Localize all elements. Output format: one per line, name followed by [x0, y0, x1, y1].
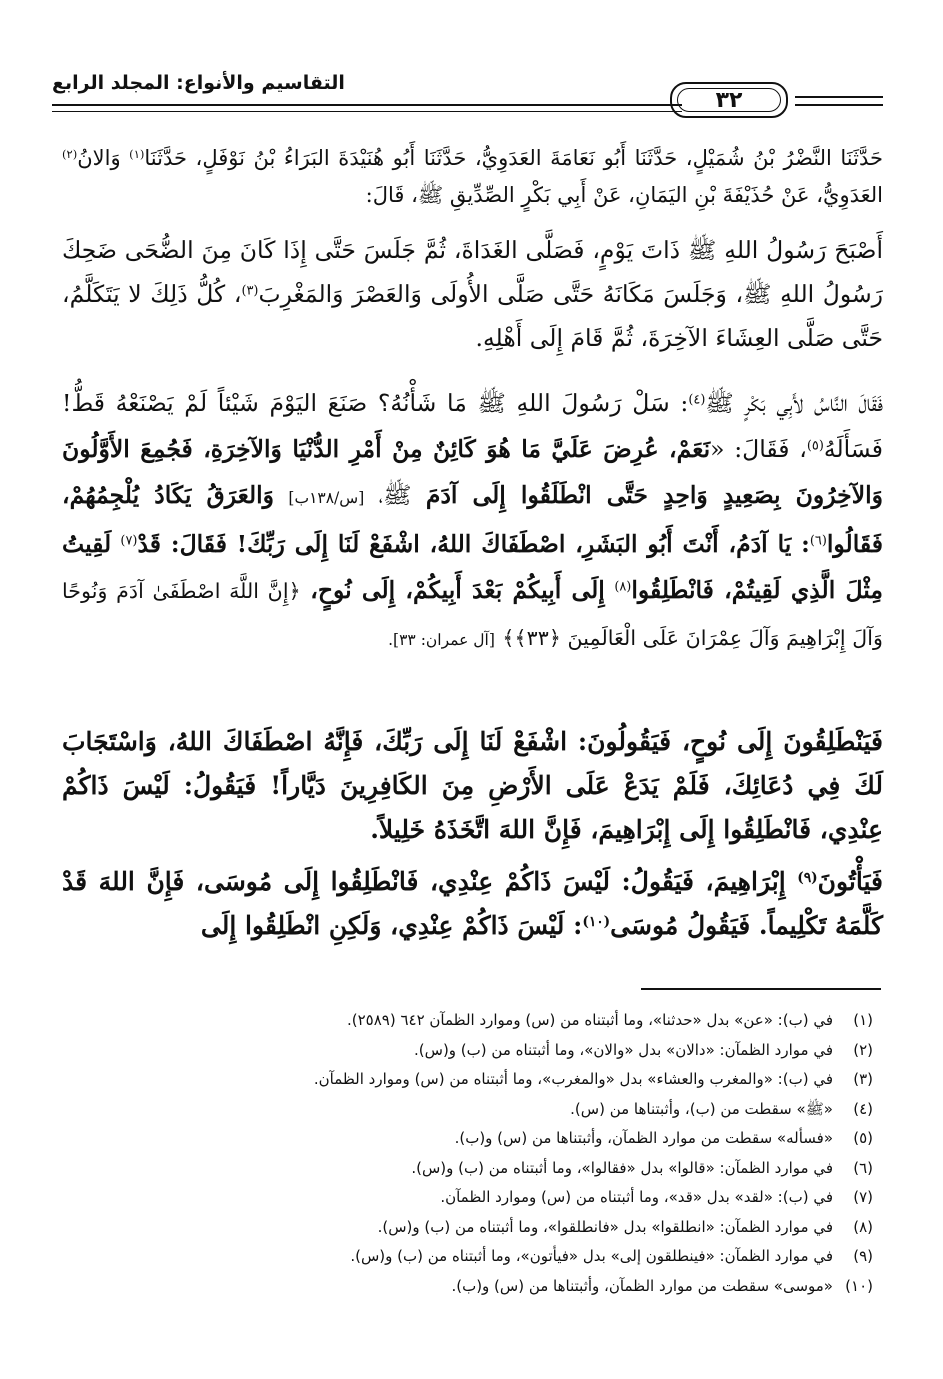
footnote-text: في موارد الظمآن: «فينطلقون إلى» بدل «فيأتون»، وما أثبتناه من (ب) و(س).	[350, 1247, 833, 1265]
quran-verse: ﴿إِنَّ اللَّهَ اصْطَفَىٰ آدَمَ وَنُوحًا وَآلَ إِبْرَاهِيمَ وَآلَ عِمْرَانَ عَلَى الْعَالَمِينَ ﴿٣٣﴾﴾	[62, 579, 883, 650]
text-segment: فَقَالَ النَّاسُ لأَبِي بَكْرٍ ﷺ	[705, 389, 883, 417]
footnote-number: (٢)	[853, 1040, 873, 1059]
footnote-number: (٦)	[853, 1158, 873, 1177]
footnote-marker-3: (٣)	[241, 283, 259, 299]
isnad-text	[62, 140, 883, 214]
prophetic-speech: إِلَى أَبِيكُمْ بَعْدَ أَبِيكُمْ، إِلَى نُوحٍ،	[310, 576, 605, 604]
footnote-marker-4: (٤)	[688, 392, 706, 408]
footnote-marker-8: (٨)	[614, 579, 632, 595]
footnote-number: (٥)	[853, 1129, 873, 1147]
footnote-marker-1: (١)	[129, 147, 145, 162]
footnote	[62, 1065, 873, 1095]
footnote	[62, 1183, 873, 1213]
footnote-text: «موسى» سقطت من موارد الظمآن، وأثبتناها من (س) و(ب).	[451, 1276, 833, 1295]
footnote	[62, 1006, 873, 1036]
text-segment: ، فَقَالَ: «	[710, 435, 807, 463]
paragraph-text	[62, 380, 883, 663]
text-segment: : سَلْ رَسُولَ اللهِ ﷺ مَا شَأْنُهُ؟ صَنَعَ اليَوْمَ شَيْئاً لَمْ يَصْنَعْهُ قَطُّ! فَسَأَلَهُ	[62, 389, 883, 463]
footnote-separator	[641, 988, 881, 990]
footnote	[62, 1154, 873, 1184]
hadith-paragraph-1	[62, 228, 883, 360]
footnote-number: (٩)	[853, 1247, 873, 1265]
isnad-segment: العَدَوِيُّ، عَنْ حُذَيْفَةَ بْنِ اليَمَانِ، عَنْ أَبِي بَكْرٍ الصِّدِّيقِ ﷺ، قَالَ:	[365, 183, 883, 207]
hadith-paragraph-3: فَيَنْطَلِقُونَ إِلَى نُوحٍ، فَيَقُولُونَ: اشْفَعْ لَنَا إِلَى رَبِّكَ، فَإِنَّهُ اصْطَفَاكَ اللهُ، وَاسْتَجَابَ لَكَ فِي دُعَائِكَ، فَلَمْ يَدَعْ عَلَى الأَرْضِ مِنَ الكَافِرِينَ دَيَّاراً! فَيَقُولُ: لَيْسَ ذَاكُمْ عِنْدِي، فَانْطَلِقُوا إِلَى إِبْرَاهِيمَ، فَإِنَّ اللهَ اتَّخَذَهُ خَلِيلاً.	[62, 727, 883, 844]
footnote	[62, 1124, 873, 1154]
prophetic-speech: نَعَمْ، عُرِضَ عَلَيَّ مَا هُوَ كَائِنٌ مِنْ أَمْرِ الدُّنْيَا وَالآخِرَةِ، فَجُمِعَ الأَوَّلُونَ وَالآخِرُونَ بِصَعِيدٍ وَاحِدٍ حَتَّى انْطَلَقُوا إِلَى آدَمَ	[62, 435, 883, 509]
footnote-number: (٣)	[853, 1070, 873, 1088]
running-title: التقاسيم والأنواع: المجلد الرابع	[52, 72, 345, 94]
isnad-segment: وَالانُ	[77, 146, 121, 170]
text-segment: : لَيْسَ ذَاكُمْ عِنْدِي، وَلَكِنِ انْطَلِقُوا إِلَى	[200, 911, 583, 940]
footnote-marker-10: (١٠)	[582, 913, 611, 930]
footnote-marker-5: (٥)	[806, 438, 824, 454]
hadith-paragraph-2	[62, 380, 883, 663]
footnote-marker-9: (٩)	[797, 869, 818, 886]
hadith-bold-section	[62, 720, 883, 948]
footnote-number: (٨)	[853, 1217, 873, 1236]
footnote-number: (٧)	[853, 1188, 873, 1206]
footnote-number: (١)	[853, 1011, 873, 1029]
footnote-text: «ﷺ» سقطت من (ب)، وأثبتناها من (س).	[570, 1099, 833, 1118]
footnote-text: في موارد الظمآن: «قالوا» بدل «فقالوا»، وما أثبتناه من (ب) و(س).	[411, 1158, 833, 1177]
page-number: ٣٢	[677, 88, 781, 112]
footnote-marker-2: (٢)	[62, 147, 78, 162]
footnote-number: (٤)	[853, 1099, 873, 1118]
footnote	[62, 1036, 873, 1066]
header-rule-left	[52, 104, 682, 112]
header-rule-right	[795, 96, 883, 106]
manuscript-reference: [س/١٣٨ب]	[288, 489, 365, 507]
isnad-segment: حَدَّثَنَا النَّضْرُ بْنُ شُمَيْلٍ، حَدَّثَنَا أَبُو نَعَامَةَ العَدَوِيُّ، حَدَّثَنَا أَبُو هُنَيْدَةَ البَرَاءُ بْنُ نَوْفَلٍ، حَدَّثَنَا	[144, 146, 883, 170]
footnote-text: في (ب): «والمغرب والعشاء» بدل «والمغرب»، وما أثبتناه من (س) وموارد الظمآن.	[313, 1070, 833, 1088]
running-header	[52, 62, 883, 122]
isnad-paragraph	[62, 140, 883, 214]
footnote-text: «فسأله» سقطت من موارد الظمآن، وأثبتناها من (س) و(ب).	[454, 1129, 833, 1147]
footnote-marker-7: (٧)	[120, 533, 138, 549]
footnote-text: في موارد الظمآن: «دالان» بدل «والان»، وما أثبتناه من (ب) و(س).	[414, 1040, 833, 1059]
quran-reference: [آل عمران: ٣٣].	[388, 631, 495, 649]
footnotes-list	[62, 1006, 873, 1301]
footnote-number: (١٠)	[845, 1276, 873, 1295]
footnote-text: في (ب): «عن» بدل «حدثنا»، وما أثبتناه من (س) وموارد الظمآن ٦٤٢ (٢٥٨٩).	[346, 1011, 833, 1029]
text-segment: فَيَأْتُونَ	[817, 867, 883, 896]
hadith-paragraph-4	[62, 860, 883, 948]
footnote	[62, 1095, 873, 1125]
prophetic-speech: لَقِيتُ مِثْلَ الَّذِي لَقِيتُمْ، فَانْطَلِقُوا	[62, 530, 883, 604]
footnote-marker-6: (٦)	[809, 533, 827, 549]
text-segment: ﷺ،	[378, 481, 412, 509]
footnote	[62, 1272, 873, 1302]
text-segment: أَصْبَحَ رَسُولُ اللهِ ﷺ ذَاتَ يَوْمٍ، فَصَلَّى الغَدَاةَ، ثُمَّ جَلَسَ حَتَّى إِذَا كَانَ مِنَ الضُّحَى ضَحِكَ رَسُولُ اللهِ ﷺ، وَجَلَسَ مَكَانَهُ حَتَّى صَلَّى الأُولَى وَالعَصْرَ وَالمَغْرِبَ	[62, 236, 883, 308]
text-segment: إِبْرَاهِيمَ، فَيَقُولُ: لَيْسَ ذَاكُمْ عِنْدِي، فَانْطَلِقُوا إِلَى مُوسَى، فَإِنَّ اللهَ قَدْ كَلَّمَهُ تَكْلِيماً. فَيَقُولُ مُوسَى	[62, 867, 883, 940]
prophetic-speech: : يَا آدَمُ، أَنْتَ أَبُو البَشَرِ، اصْطَفَاكَ اللهُ، اشْفَعْ لَنَا إِلَى رَبِّكَ! فَقَالَ: قَدْ	[137, 530, 810, 558]
footnote-text: في (ب): «لقد» بدل «قد»، وما أثبتناه من (س) وموارد الظمآن.	[440, 1188, 833, 1206]
paragraph-text	[62, 228, 883, 360]
footnote-text: في موارد الظمآن: «انطلقوا» بدل «فانطلقوا»، وما أثبتناه من (ب) و(س).	[377, 1217, 833, 1236]
text-segment: ، كُلُّ ذَلِكَ لا يَتَكَلَّمُ، حَتَّى صَلَّى العِشَاءَ الآخِرَةَ، ثُمَّ قَامَ إِلَى أَهْلِهِ.	[62, 280, 883, 352]
footnote	[62, 1213, 873, 1243]
page-number-frame	[670, 82, 788, 118]
prophetic-speech: وَالعَرَقُ يَكَادُ يُلْجِمُهُمْ، فَقَالُوا	[62, 481, 883, 558]
footnote	[62, 1242, 873, 1272]
